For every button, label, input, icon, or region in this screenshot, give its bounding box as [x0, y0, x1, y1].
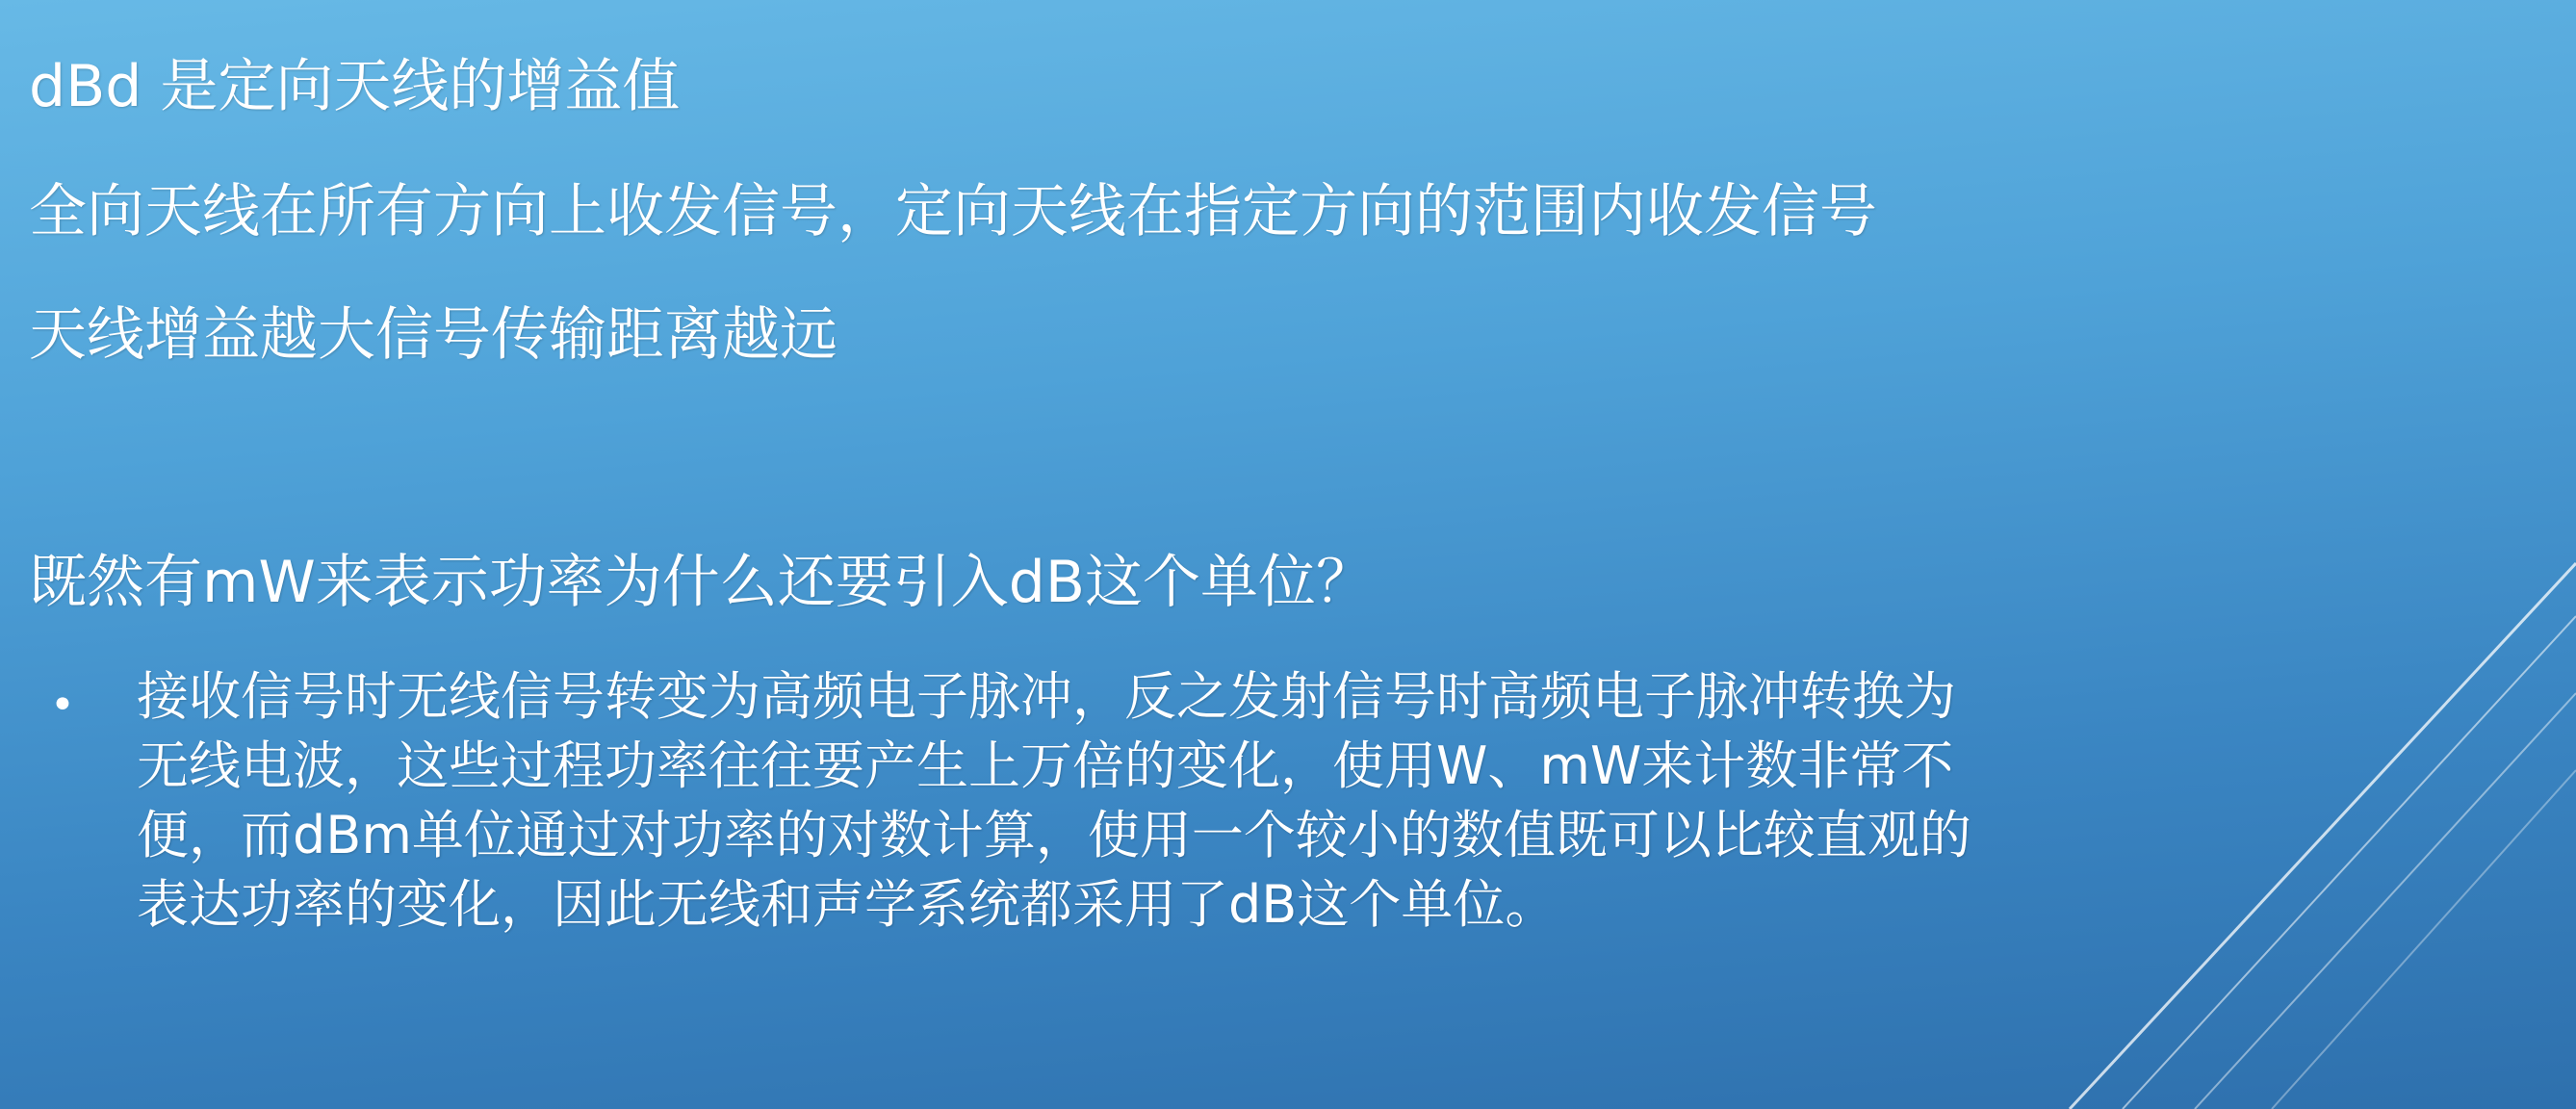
bullet-paragraph: [137, 662, 2495, 940]
text-gain-distance: 天线增益越大信号传输距离越远: [29, 301, 837, 369]
bullet-line-2: 无线电波，这些过程功率往往要产生上万倍的变化，使用W、mW来计数非常不: [137, 735, 1954, 796]
bullet-line-3: 便，而dBm单位通过对功率的对数计算，使用一个较小的数值既可以比较直观的: [137, 805, 1971, 865]
bullet-line-1: 接收信号时无线信号转变为高频电子脉冲，反之发射信号时高频电子脉冲转换为: [137, 666, 1956, 727]
question-why-db: 既然有mW来表示功率为什么还要引入dB这个单位？: [29, 549, 1375, 616]
bullet-line-4: 表达功率的变化，因此无线和声学系统都采用了dB这个单位。: [137, 874, 1558, 935]
bullet-marker: •: [50, 681, 75, 730]
text-omni-vs-directional: 全向天线在所有方向上收发信号，定向天线在指定方向的范围内收发信号: [29, 178, 1877, 245]
heading-dbd-definition: dBd 是定向天线的增益值: [29, 53, 681, 120]
